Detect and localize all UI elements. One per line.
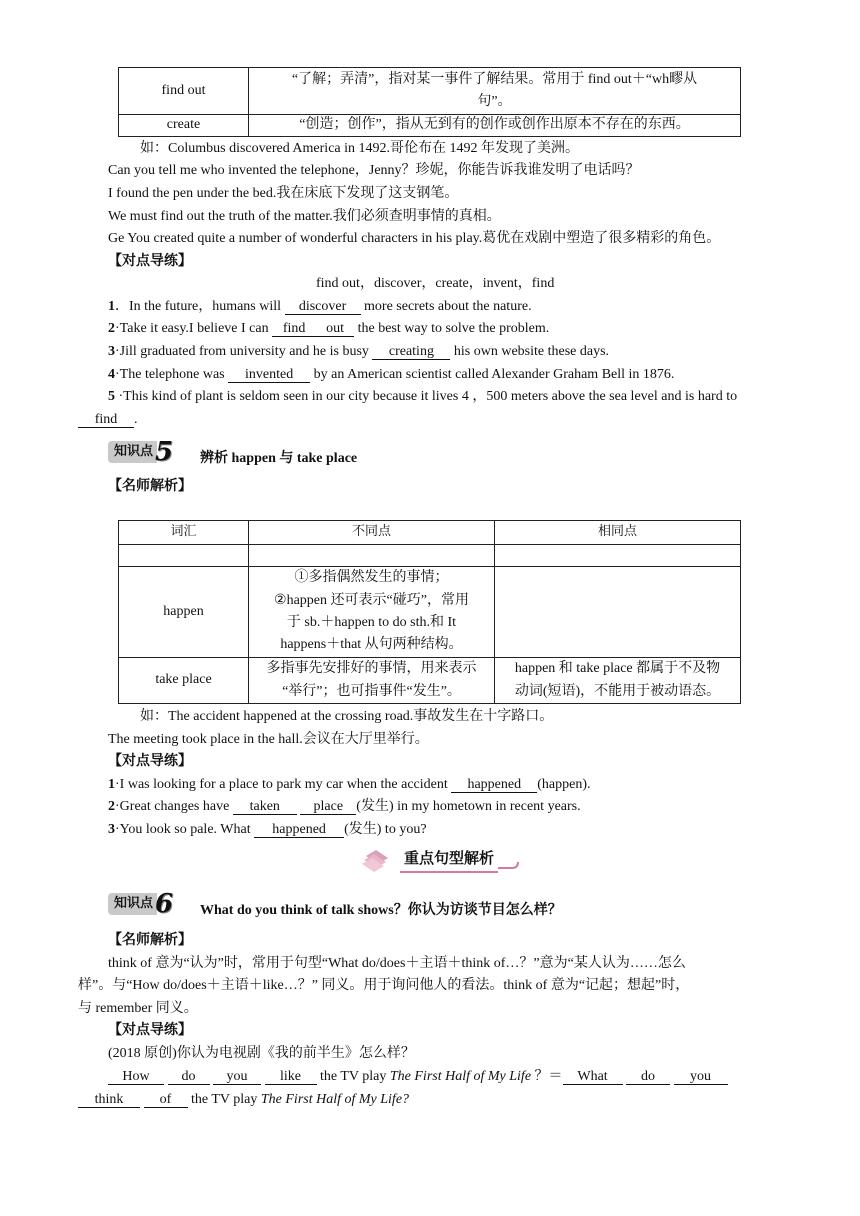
- exercise-item: 3·You look so pale. What happened (发生) to you?: [108, 822, 427, 837]
- example-line: Ge You created quite a number of wonderful characters in his play.葛优在戏剧中塑造了很多精彩的角色。: [108, 231, 721, 246]
- knowledge-point-badge: 知识点 6: [108, 893, 173, 915]
- example-line: Can you tell me who invented the telephone，Jenny？珍妮，你能告诉我谁发明了电话吗？: [108, 163, 640, 178]
- example-line: 如：Columbus discovered America in 1492.哥伦布在 1492 年发现了美洲。: [140, 141, 580, 156]
- example-line: I found the pen under the bed.我在床底下发现了这支钢笔。: [108, 186, 459, 201]
- table-cell-word: create: [119, 115, 249, 137]
- answer-blank: What: [563, 1069, 623, 1085]
- exercise-answer-line: think of the TV play The First Half of My Life?: [78, 1091, 409, 1109]
- table-cell-diff: 多指事先安排好的事情，用来表示 “举行”；也可指事件“发生”。: [249, 658, 495, 704]
- knowledge-point-badge: 知识点 5: [108, 441, 173, 463]
- exercise-item: 1．In the future，humans will discover more secrets about the nature.: [108, 299, 532, 314]
- section-banner-title: 重点句型解析: [400, 849, 498, 873]
- table-header: 相同点: [495, 521, 741, 545]
- answer-blank: discover: [285, 299, 361, 315]
- paragraph-line: 样”。与“How do/does＋主语＋like…？” 同义。用于询问他人的看法。think of 意为“记起；想起”时，: [78, 978, 690, 993]
- exercise-item: 1·I was looking for a place to park my car when the accident happened (happen).: [108, 777, 591, 792]
- table-header: 不同点: [249, 521, 495, 545]
- teacher-analysis-heading: 【名师解析】: [108, 933, 192, 948]
- table-cell-word: take place: [119, 658, 249, 704]
- books-icon: [360, 846, 396, 876]
- table-header: 词汇: [119, 521, 249, 545]
- answer-blank: of: [144, 1092, 188, 1108]
- answer-blank: out: [316, 321, 354, 337]
- table-cell-empty: [249, 545, 495, 567]
- answer-blank: invented: [228, 367, 310, 383]
- practice-heading: 【对点导练】: [108, 754, 192, 769]
- knowledge-point-title: What do you think of talk shows？你认为访谈节目怎么样？: [200, 903, 562, 918]
- answer-blank: you: [674, 1069, 728, 1085]
- answer-blank: you: [213, 1069, 261, 1085]
- exercise-item-cont: find .: [78, 411, 138, 429]
- table-cell-diff: ①多指偶然发生的事情； ②happen 还可表示“碰巧”，常用 于 sb.＋happen to do sth.和 It happens＋that 从句两种结构。: [249, 567, 495, 658]
- table-cell-word: find out: [119, 68, 249, 115]
- exercise-item: 2·Great changes have taken place (发生) in my hometown in recent years.: [108, 799, 581, 814]
- answer-blank: find: [272, 321, 316, 337]
- table-cell-empty: [495, 567, 741, 658]
- table-cell-desc: “创造；创作”，指从无到有的创作或创作出原本不存在的东西。: [249, 115, 741, 137]
- example-line: 如：The accident happened at the crossing road.事故发生在十字路口。: [140, 709, 554, 724]
- paragraph-line: think of 意为“认为”时，常用于句型“What do/does＋主语＋think of…？”意为“某人认为……怎么: [108, 956, 686, 971]
- comparison-table-1: [118, 67, 741, 137]
- paragraph-line: 与 remember 同义。: [78, 1001, 198, 1016]
- example-line: The meeting took place in the hall.会议在大厅里举行。: [108, 732, 429, 747]
- section-banner: [360, 846, 520, 876]
- knowledge-point-title: 辨析 happen 与 take place: [200, 451, 358, 466]
- answer-blank: happened: [451, 777, 537, 793]
- word-bank: find out，discover，create，invent，find: [316, 276, 555, 291]
- exercise-item: 2·Take it easy.I believe I can find out the best way to solve the problem.: [108, 321, 550, 336]
- table-cell-same: happen 和 take place 都属于不及物 动词(短语)，不能用于被动语态。: [495, 658, 741, 704]
- swirl-decoration: [498, 851, 520, 871]
- answer-blank: do: [168, 1069, 210, 1085]
- answer-blank: taken: [233, 799, 297, 815]
- exercise-answer-line: How do you like the TV play The First Half of My Life ？＝ What do you: [108, 1068, 728, 1086]
- table-cell-word: happen: [119, 567, 249, 658]
- answer-blank: How: [108, 1069, 164, 1085]
- answer-blank: do: [626, 1069, 670, 1085]
- comparison-table-2: [118, 520, 741, 704]
- answer-blank: find: [78, 412, 134, 428]
- answer-blank: creating: [372, 344, 450, 360]
- table-cell-empty: [119, 545, 249, 567]
- teacher-analysis-heading: 【名师解析】: [108, 479, 192, 494]
- answer-blank: like: [265, 1069, 317, 1085]
- answer-blank: think: [78, 1092, 140, 1108]
- table-cell-empty: [495, 545, 741, 567]
- practice-heading: 【对点导练】: [108, 254, 192, 269]
- example-line: We must find out the truth of the matter.我们必须查明事情的真相。: [108, 209, 501, 224]
- practice-heading: 【对点导练】: [108, 1023, 192, 1038]
- answer-blank: place: [300, 799, 356, 815]
- table-cell-desc: “了解；弄清”，指对某一事件了解结果。常用于 find out＋“wh疁从 句”。: [249, 68, 741, 115]
- exercise-question: (2018 原创)你认为电视剧《我的前半生》怎么样？: [108, 1046, 415, 1061]
- exercise-item: 3·Jill graduated from university and he is busy creating his own website these days.: [108, 344, 610, 359]
- exercise-item: 5 ·This kind of plant is seldom seen in our city because it lives 4 ，500 meters above the sea level and is hard to: [108, 389, 738, 404]
- exercise-item: 4·The telephone was invented by an American scientist called Alexander Graham Bell in 1876.: [108, 367, 675, 382]
- answer-blank: happened: [254, 822, 344, 838]
